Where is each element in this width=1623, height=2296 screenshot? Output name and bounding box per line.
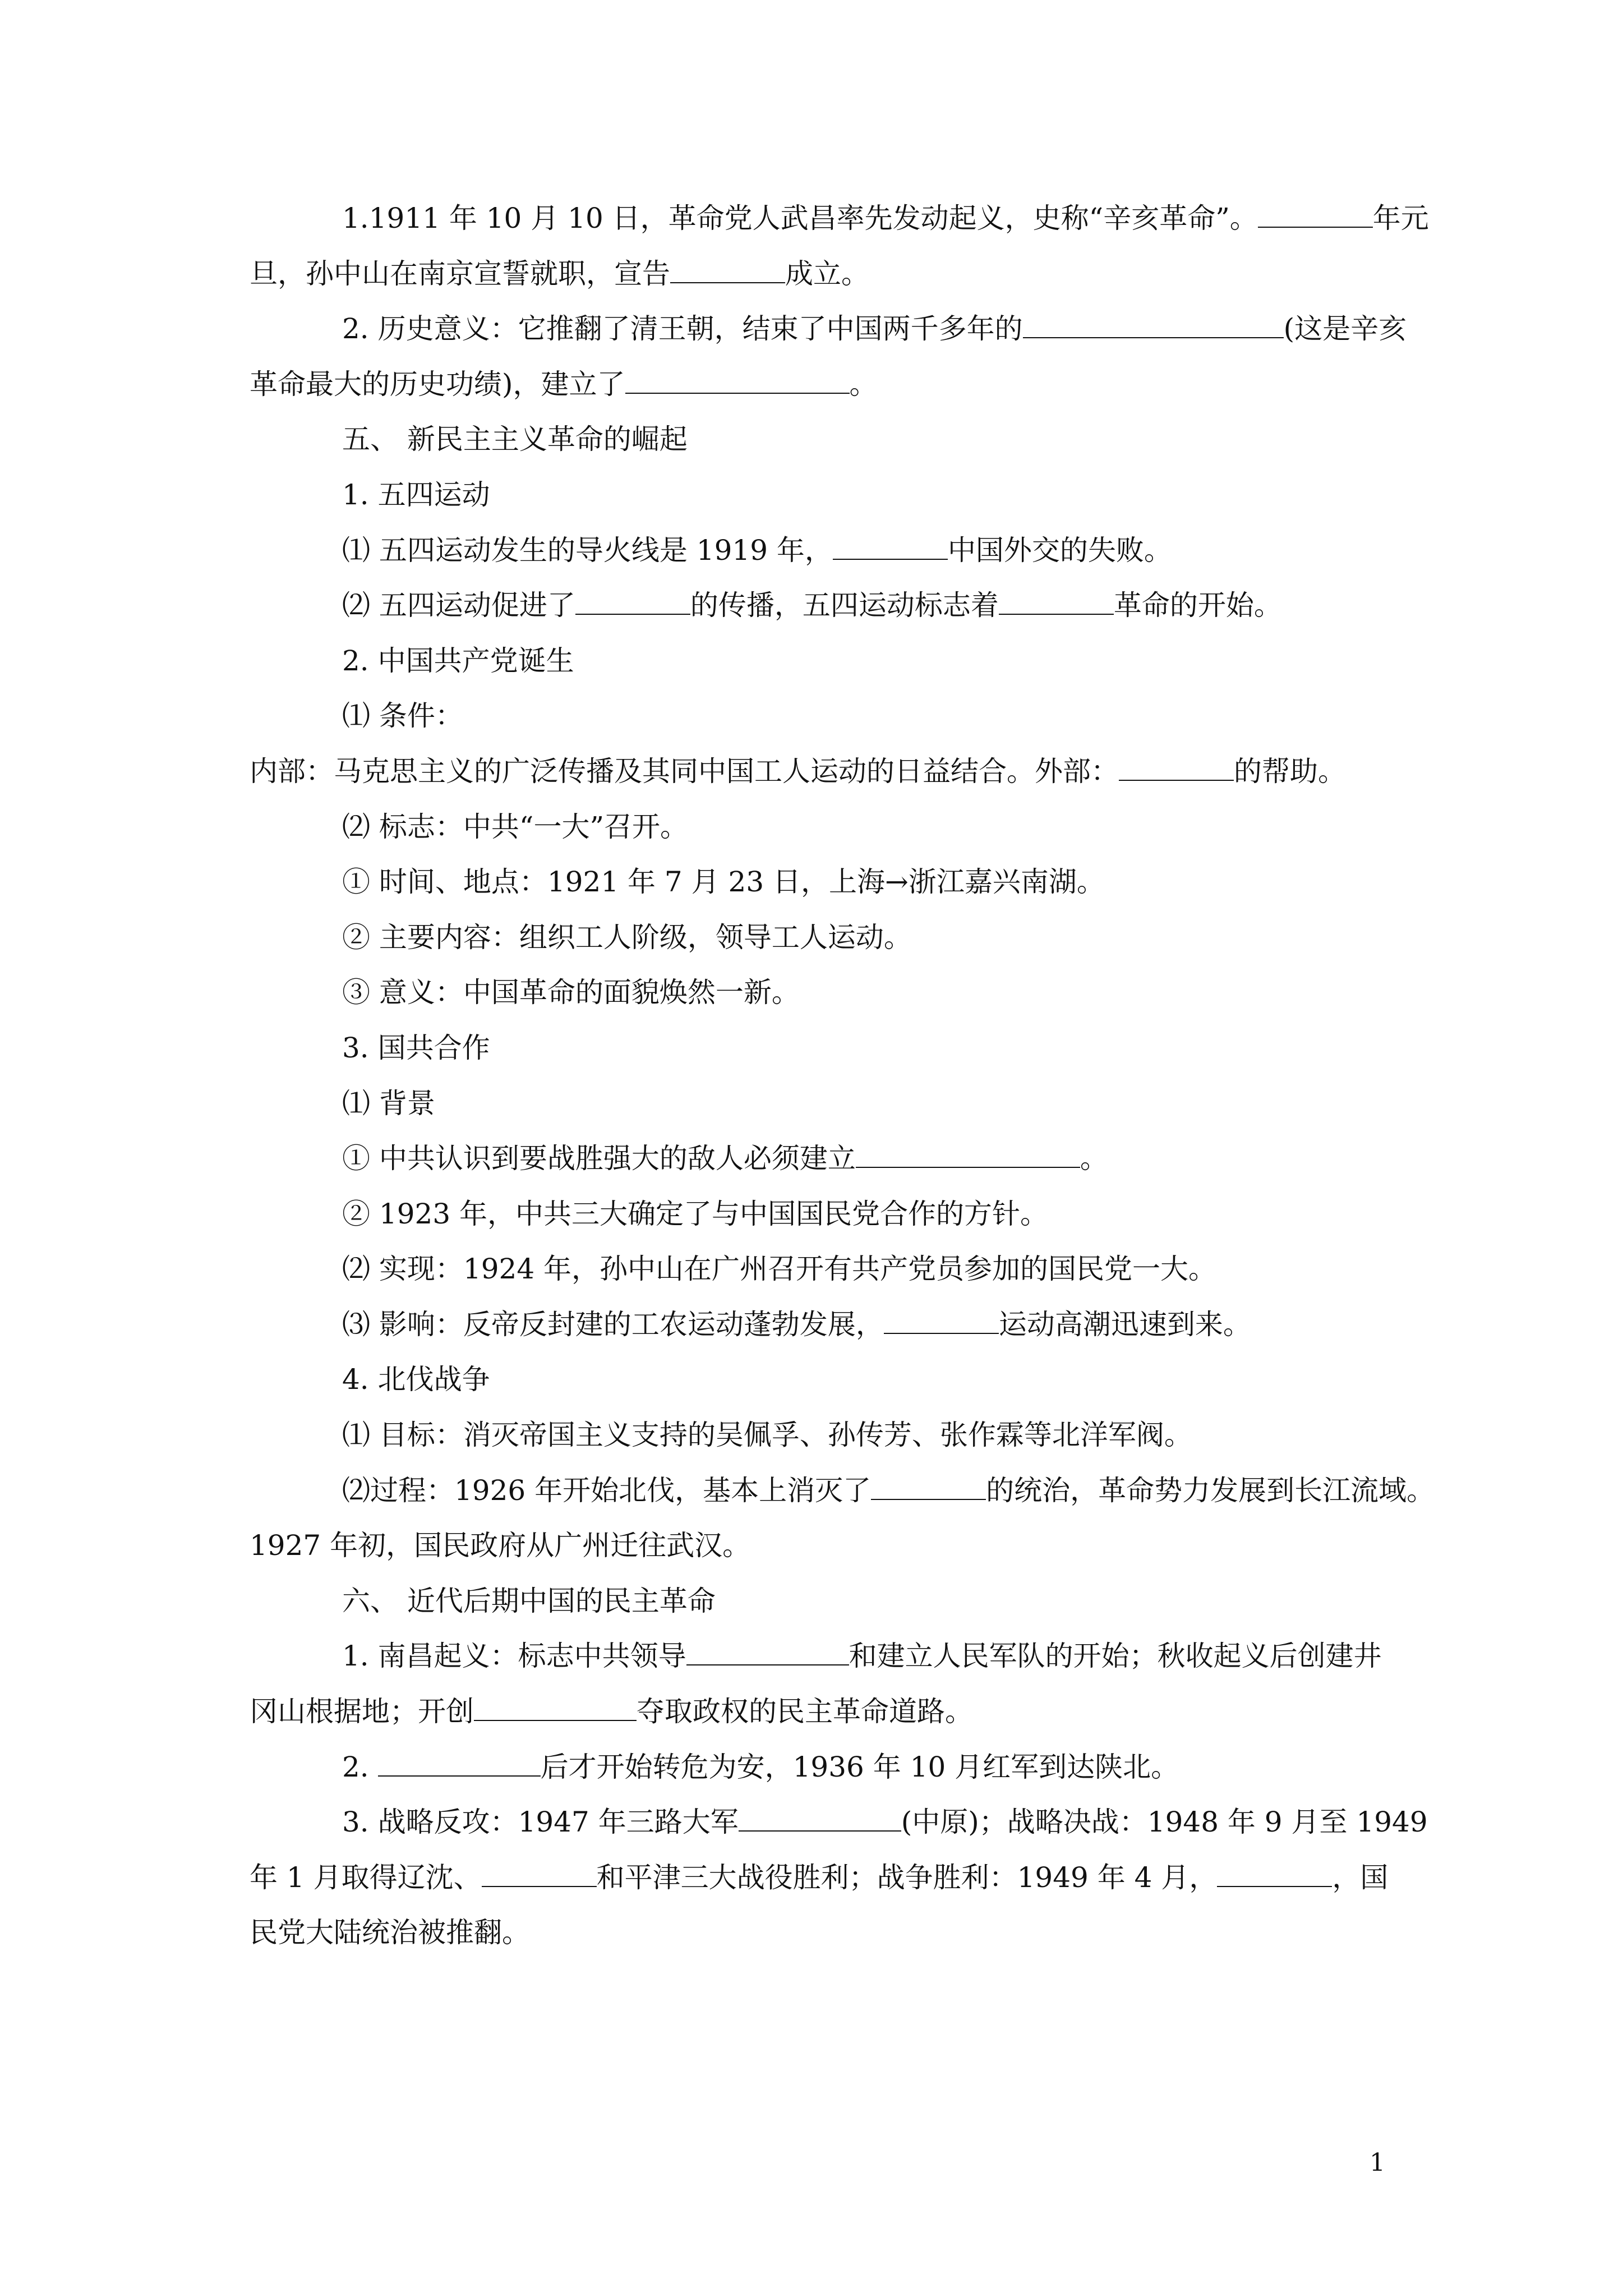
text-line: 3. 战略反攻：1947 年三路大军 (中原)；战略决战：1948 年 9 月至 1949 bbox=[342, 1806, 1428, 1839]
text-line: ⑴ 背景 bbox=[342, 1087, 435, 1120]
fill-in-blank[interactable] bbox=[474, 1695, 637, 1721]
fill-in-blank[interactable] bbox=[1023, 312, 1284, 338]
page-number: 1 bbox=[1370, 2148, 1385, 2177]
text-line: 革命最大的历史功绩)，建立了 。 bbox=[250, 367, 878, 401]
fill-in-blank[interactable] bbox=[575, 589, 690, 615]
subsection-heading: 3. 国共合作 bbox=[342, 1031, 490, 1064]
text-line: 民党大陆统治被推翻。 bbox=[250, 1916, 530, 1949]
text-line: 1.1911 年 10 月 10 日，革命党人武昌率先发动起义，史称“辛亥革命”。 年元 bbox=[342, 202, 1429, 234]
subsection-heading: 4. 北伐战争 bbox=[342, 1363, 490, 1396]
fill-in-blank[interactable] bbox=[884, 1308, 999, 1334]
fill-in-blank[interactable] bbox=[625, 368, 850, 394]
text-line: ⑴ 五四运动发生的导火线是 1919 年， 中国外交的失败。 bbox=[342, 533, 1172, 567]
section-heading: 五、 新民主主义革命的崛起 bbox=[342, 423, 688, 456]
text-line: ③ 意义：中国革命的面貌焕然一新。 bbox=[342, 976, 800, 1009]
text-line: ② 1923 年，中共三大确定了与中国国民党合作的方针。 bbox=[342, 1197, 1049, 1230]
section-heading: 六、 近代后期中国的民主革命 bbox=[342, 1584, 716, 1617]
text-line: ⑵ 五四运动促进了 的传播，五四运动标志着 革命的开始。 bbox=[342, 589, 1282, 622]
fill-in-blank[interactable] bbox=[833, 534, 948, 560]
text-line: ⑵ 标志：中共“一大”召开。 bbox=[342, 810, 689, 843]
subsection-heading: 2. 中国共产党诞生 bbox=[342, 644, 574, 677]
text-line: 2. 历史意义：它推翻了清王朝，结束了中国两千多年的 (这是辛亥 bbox=[342, 312, 1407, 346]
fill-in-blank[interactable] bbox=[686, 1640, 849, 1665]
fill-in-blank[interactable] bbox=[1119, 755, 1234, 781]
fill-in-blank[interactable] bbox=[856, 1142, 1080, 1168]
text-line: ⑵ 实现：1924 年，孙中山在广州召开有共产党员参加的国民党一大。 bbox=[342, 1253, 1217, 1286]
fill-in-blank[interactable] bbox=[378, 1751, 541, 1777]
text-line: ① 时间、地点：1921 年 7 月 23 日，上海→浙江嘉兴南湖。 bbox=[342, 866, 1105, 899]
fill-in-blank[interactable] bbox=[999, 589, 1114, 615]
fill-in-blank[interactable] bbox=[482, 1861, 597, 1887]
text-line: ⑴ 条件： bbox=[342, 700, 463, 733]
text-line: 2. 后才开始转危为安，1936 年 10 月红军到达陕北。 bbox=[342, 1750, 1179, 1783]
text-line: 旦，孙中山在南京宣誓就职，宣告 成立。 bbox=[250, 257, 869, 290]
text-line: 冈山根据地；开创 夺取政权的民主革命道路。 bbox=[250, 1695, 973, 1728]
text-line: ① 中共认识到要战胜强大的敌人必须建立 。 bbox=[342, 1142, 1108, 1175]
text-line: ⑵过程：1926 年开始北伐，基本上消灭了 的统治，革命势力发展到长江流域。 bbox=[342, 1474, 1435, 1507]
text-line: ⑴ 目标：消灭帝国主义支持的吴佩孚、孙传芳、张作霖等北洋军阀。 bbox=[342, 1419, 1192, 1452]
fill-in-blank[interactable] bbox=[1217, 1861, 1332, 1887]
document-body bbox=[250, 191, 1435, 1961]
text-line: 1. 南昌起义：标志中共领导 和建立人民军队的开始；秋收起义后创建井 bbox=[342, 1640, 1382, 1673]
text-line: 内部：马克思主义的广泛传播及其同中国工人运动的日益结合。外部： 的帮助。 bbox=[250, 754, 1346, 788]
fill-in-blank[interactable] bbox=[1258, 202, 1373, 228]
text-line: ② 主要内容：组织工人阶级，领导工人运动。 bbox=[342, 921, 912, 954]
fill-in-blank[interactable] bbox=[739, 1806, 901, 1832]
text-line: ⑶ 影响：反帝反封建的工农运动蓬勃发展， 运动高潮迅速到来。 bbox=[342, 1308, 1251, 1341]
fill-in-blank[interactable] bbox=[670, 257, 785, 283]
subsection-heading: 1. 五四运动 bbox=[342, 478, 490, 511]
text-line: 1927 年初，国民政府从广州迁往武汉。 bbox=[250, 1529, 751, 1562]
text-line: 年 1 月取得辽沈、 和平津三大战役胜利；战争胜利：1949 年 4 月， ，国 bbox=[250, 1861, 1389, 1894]
fill-in-blank[interactable] bbox=[871, 1474, 986, 1500]
